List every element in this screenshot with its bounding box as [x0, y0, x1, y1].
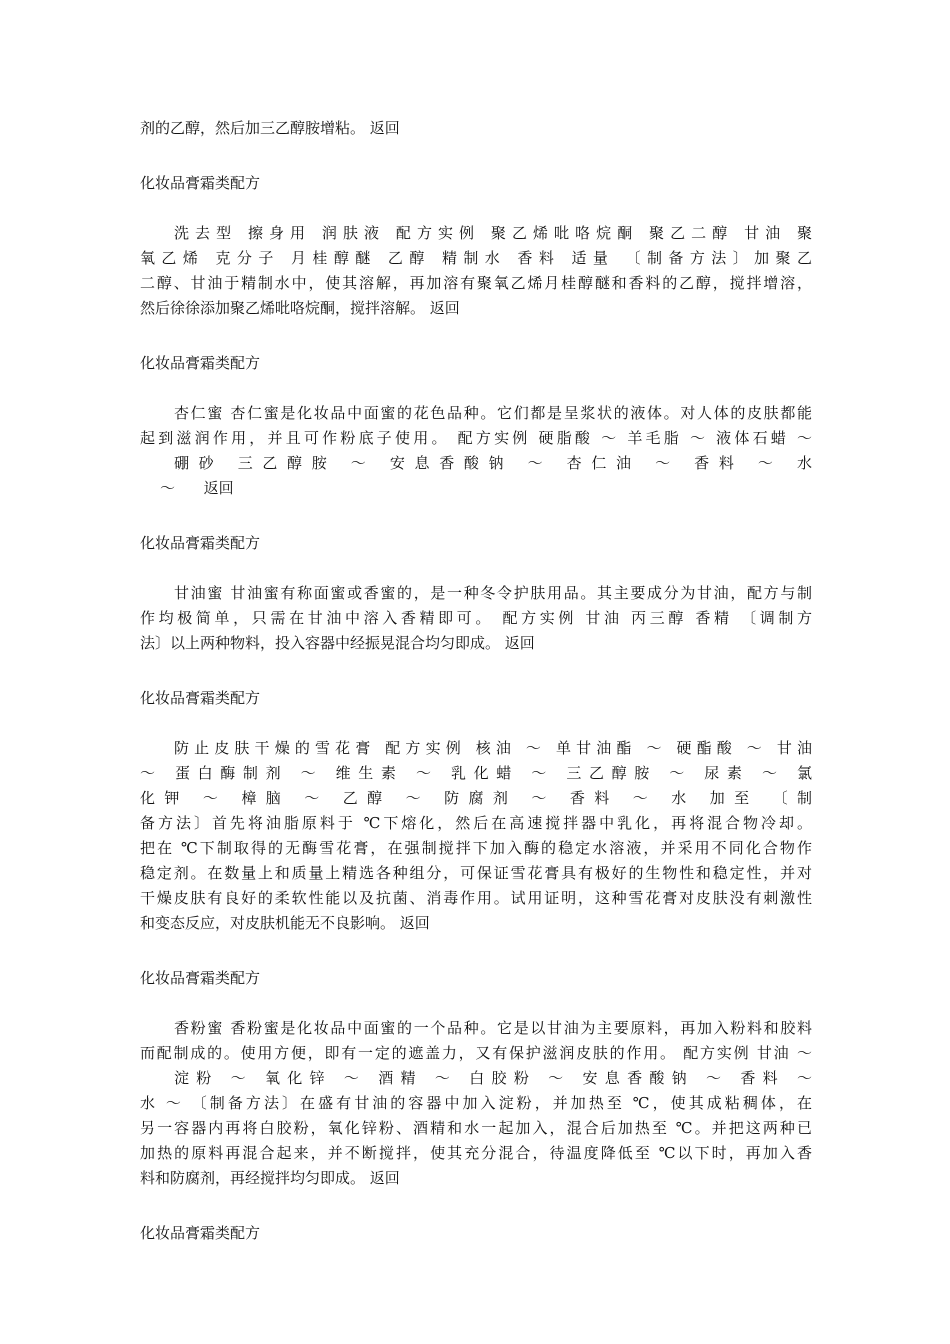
paragraph-line: 二醇、甘油于精制水中，使其溶解，再加溶有聚氧乙烯月桂醇醚和香料的乙醇，搅拌增溶，: [140, 274, 812, 292]
back-link[interactable]: 返回: [399, 914, 430, 932]
paragraph-line: 甘油蜜 甘油蜜有称面蜜或香蜜的，是一种冬令护肤用品。其主要成分为甘油，配方与制: [174, 584, 812, 602]
paragraph-line: 作均极简单，只需在甘油中溶入香精即可。 配方实例 甘油 丙三醇 香精 〔调制方: [140, 609, 812, 627]
paragraph-line: 淀粉 ～ 氧化锌 ～ 酒精 ～ 白胶粉 ～ 安息香酸钠 ～ 香料 ～: [174, 1069, 812, 1087]
paragraph-last-text: ～: [160, 479, 176, 497]
intro-line: [140, 116, 812, 141]
paragraph-line: ～ 蛋白酶制剂 ～ 维生素 ～ 乳化蜡 ～ 三乙醇胺 ～ 尿素 ～ 氯: [140, 764, 812, 782]
paragraph-last-line: [140, 631, 812, 656]
back-link[interactable]: 返回: [429, 299, 460, 317]
document-page: [140, 116, 812, 1246]
paragraph-line: 化钾 ～ 樟脑 ～ 乙醇 ～ 防腐剂 ～ 香料 ～ 水 加至 〔制: [140, 789, 812, 807]
back-link[interactable]: 返回: [369, 1169, 400, 1187]
paragraph-line: 稳定剂。在数量上和质量上精选各种组分，可保证雪花膏具有极好的生物性和稳定性，并对: [140, 864, 812, 882]
section-heading: 化妆品膏霜类配方: [140, 1224, 261, 1242]
paragraph-line: 干燥皮肤有良好的柔软性能以及抗菌、消毒作用。试用证明，这种雪花膏对皮肤没有刺激性: [140, 889, 812, 907]
paragraph-line: 备方法〕首先将油脂原料于 ℃下熔化，然后在高速搅拌器中乳化，再将混合物冷却。: [140, 814, 812, 832]
section-heading: 化妆品膏霜类配方: [140, 689, 261, 707]
paragraph-line: 而配制成的。使用方便，即有一定的遮盖力，又有保护滋润皮肤的作用。 配方实例 甘油 ～: [140, 1044, 812, 1062]
paragraph-line: 加热的原料再混合起来，并不断搅拌，使其充分混合，待温度降低至 ℃以下时，再加入香: [140, 1144, 812, 1162]
intro-text: 剂的乙醇，然后加三乙醇胺增粘。: [140, 119, 366, 137]
paragraph-last-line: [140, 911, 812, 936]
back-link[interactable]: 返回: [203, 479, 234, 497]
paragraph-line: 把在 ℃下制取得的无酶雪花膏，在强制搅拌下加入酶的稳定水溶液，并采用不同化合物作: [140, 839, 812, 857]
back-link[interactable]: 返回: [504, 634, 535, 652]
paragraph-line: 香粉蜜 香粉蜜是化妆品中面蜜的一个品种。它是以甘油为主要原料，再加入粉料和胶料: [174, 1019, 812, 1037]
paragraph-last-line: [140, 476, 812, 501]
paragraph-last-line: [140, 1166, 812, 1191]
section-heading: 化妆品膏霜类配方: [140, 969, 261, 987]
paragraph-line: 杏仁蜜 杏仁蜜是化妆品中面蜜的花色品种。它们都是呈浆状的液体。对人体的皮肤都能: [174, 404, 812, 422]
section-heading: 化妆品膏霜类配方: [140, 534, 261, 552]
paragraph-line: 洗去型 擦身用 润肤液 配方实例 聚乙烯吡咯烷酮 聚乙二醇 甘油 聚: [174, 224, 812, 242]
paragraph-line: 起到滋润作用，并且可作粉底子使用。 配方实例 硬脂酸 ～ 羊毛脂 ～ 液体石蜡 ～: [140, 429, 812, 447]
back-link[interactable]: 返回: [369, 119, 400, 137]
paragraph-last-line: [140, 296, 812, 321]
paragraph-line: 氧乙烯 克分子 月桂醇醚 乙醇 精制水 香料 适量 〔制备方法〕加聚乙: [140, 249, 812, 267]
section-heading: 化妆品膏霜类配方: [140, 174, 261, 192]
section-heading: 化妆品膏霜类配方: [140, 354, 261, 372]
paragraph-line: 硼砂 三乙醇胺 ～ 安息香酸钠 ～ 杏仁油 ～ 香料 ～ 水: [174, 454, 812, 472]
paragraph-line: 防止皮肤干燥的雪花膏 配方实例 核油 ～ 单甘油酯 ～ 硬酯酸 ～ 甘油: [174, 739, 812, 757]
paragraph-last-text: 法〕以上两种物料，投入容器中经振晃混合均匀即成。: [140, 634, 501, 652]
paragraph-last-text: 和变态反应，对皮肤机能无不良影响。: [140, 914, 396, 932]
paragraph-line: 另一容器内再将白胶粉，氧化锌粉、酒精和水一起加入，混合后加热至 ℃。并把这两种已: [140, 1119, 812, 1137]
paragraph-last-text: 然后徐徐添加聚乙烯吡咯烷酮，搅拌溶解。: [140, 299, 426, 317]
paragraph-last-text: 料和防腐剂，再经搅拌均匀即成。: [140, 1169, 366, 1187]
paragraph-line: 水 ～ 〔制备方法〕在盛有甘油的容器中加入淀粉，并加热至 ℃，使其成粘稠体，在: [140, 1094, 812, 1112]
